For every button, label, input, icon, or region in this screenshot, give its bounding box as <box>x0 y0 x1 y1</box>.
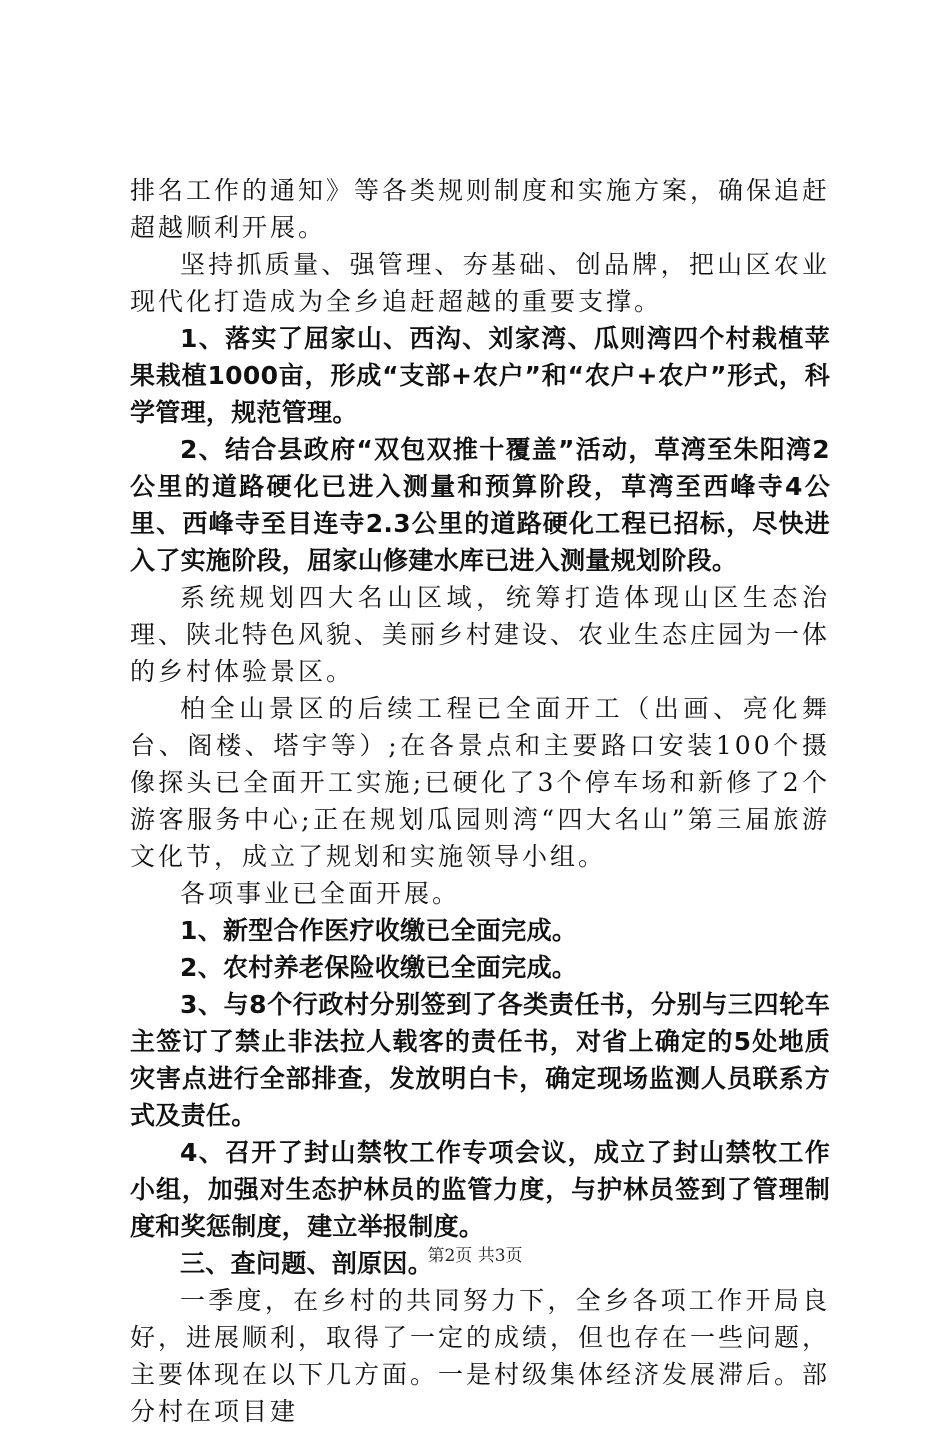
paragraph-rules-intro: 排名工作的通知》等各类规则制度和实施方案，确保追赶超越顺利开展。 <box>130 176 831 242</box>
section-heading-problems: 三、查问题、剖原因。 <box>180 1249 434 1278</box>
paragraph-scenic-works: 柏全山景区的后续工程已全面开工（出画、亮化舞台、阁楼、塔宇等）;在各景点和主要路口安装100个摄像探头已全面开工实施;已硬化了3个停车场和新修了2个游客服务中心;正在规划瓜园则湾“四大名山”第三届旅游文化节，成立了规划和实施领导小组。 <box>130 694 830 871</box>
paragraph-road-hardening: 2、结合县政府“双包双推十覆盖”活动，草湾至朱阳湾2公里的道路硬化已进入测量和预算阶段，草湾至西峰寺4公里、西峰寺至目连寺2.3公里的道路硬化工程已招标，尽快进入了实施阶段，屈家山修建水库已进入测量规划阶段。 <box>130 435 830 575</box>
paragraph-agriculture-goal: 坚持抓质量、强管理、夯基础、创品牌，把山区农业现代化打造成为全乡追赶超越的重要支撑。 <box>130 250 830 316</box>
paragraph-grazing-ban: 4、召开了封山禁牧工作专项会议，成立了封山禁牧工作小组，加强对生态护林员的监管力度，与护林员签到了管理制度和奖惩制度，建立举报制度。 <box>130 1138 830 1241</box>
paragraph-apple-planting: 1、落实了屈家山、西沟、刘家湾、瓜则湾四个村栽植苹果栽植1000亩，形成“支部+农户”和“农户+农户”形式，科学管理，规范管理。 <box>130 324 830 427</box>
page-footer: 第2页 共3页 <box>427 1246 523 1266</box>
paragraph-undertakings: 各项事业已全面开展。 <box>180 879 461 908</box>
paragraph-responsibility: 3、与8个行政村分别签到了各类责任书，分别与三四轮车主签订了禁止非法拉人载客的责任书，对省上确定的5处地质灾害点进行全部排查，发放明白卡，确定现场监测人员联系方式及责任。 <box>130 990 830 1130</box>
paragraph-problems: 一季度，在乡村的共同努力下，全乡各项工作开局良好，进展顺利，取得了一定的成绩，但也存在一些问题，主要体现在以下几方面。一是村级集体经济发展滞后。部分村在项目建 <box>130 1286 831 1426</box>
paragraph-medical: 1、新型合作医疗收缴已全面完成。 <box>180 916 578 945</box>
paragraph-pension: 2、农村养老保险收缴已全面完成。 <box>180 953 578 982</box>
paragraph-scenic-planning: 系统规划四大名山区域，统筹打造体现山区生态治理、陕北特色风貌、美丽乡村建设、农业生态庄园为一体的乡村体验景区。 <box>130 583 831 686</box>
